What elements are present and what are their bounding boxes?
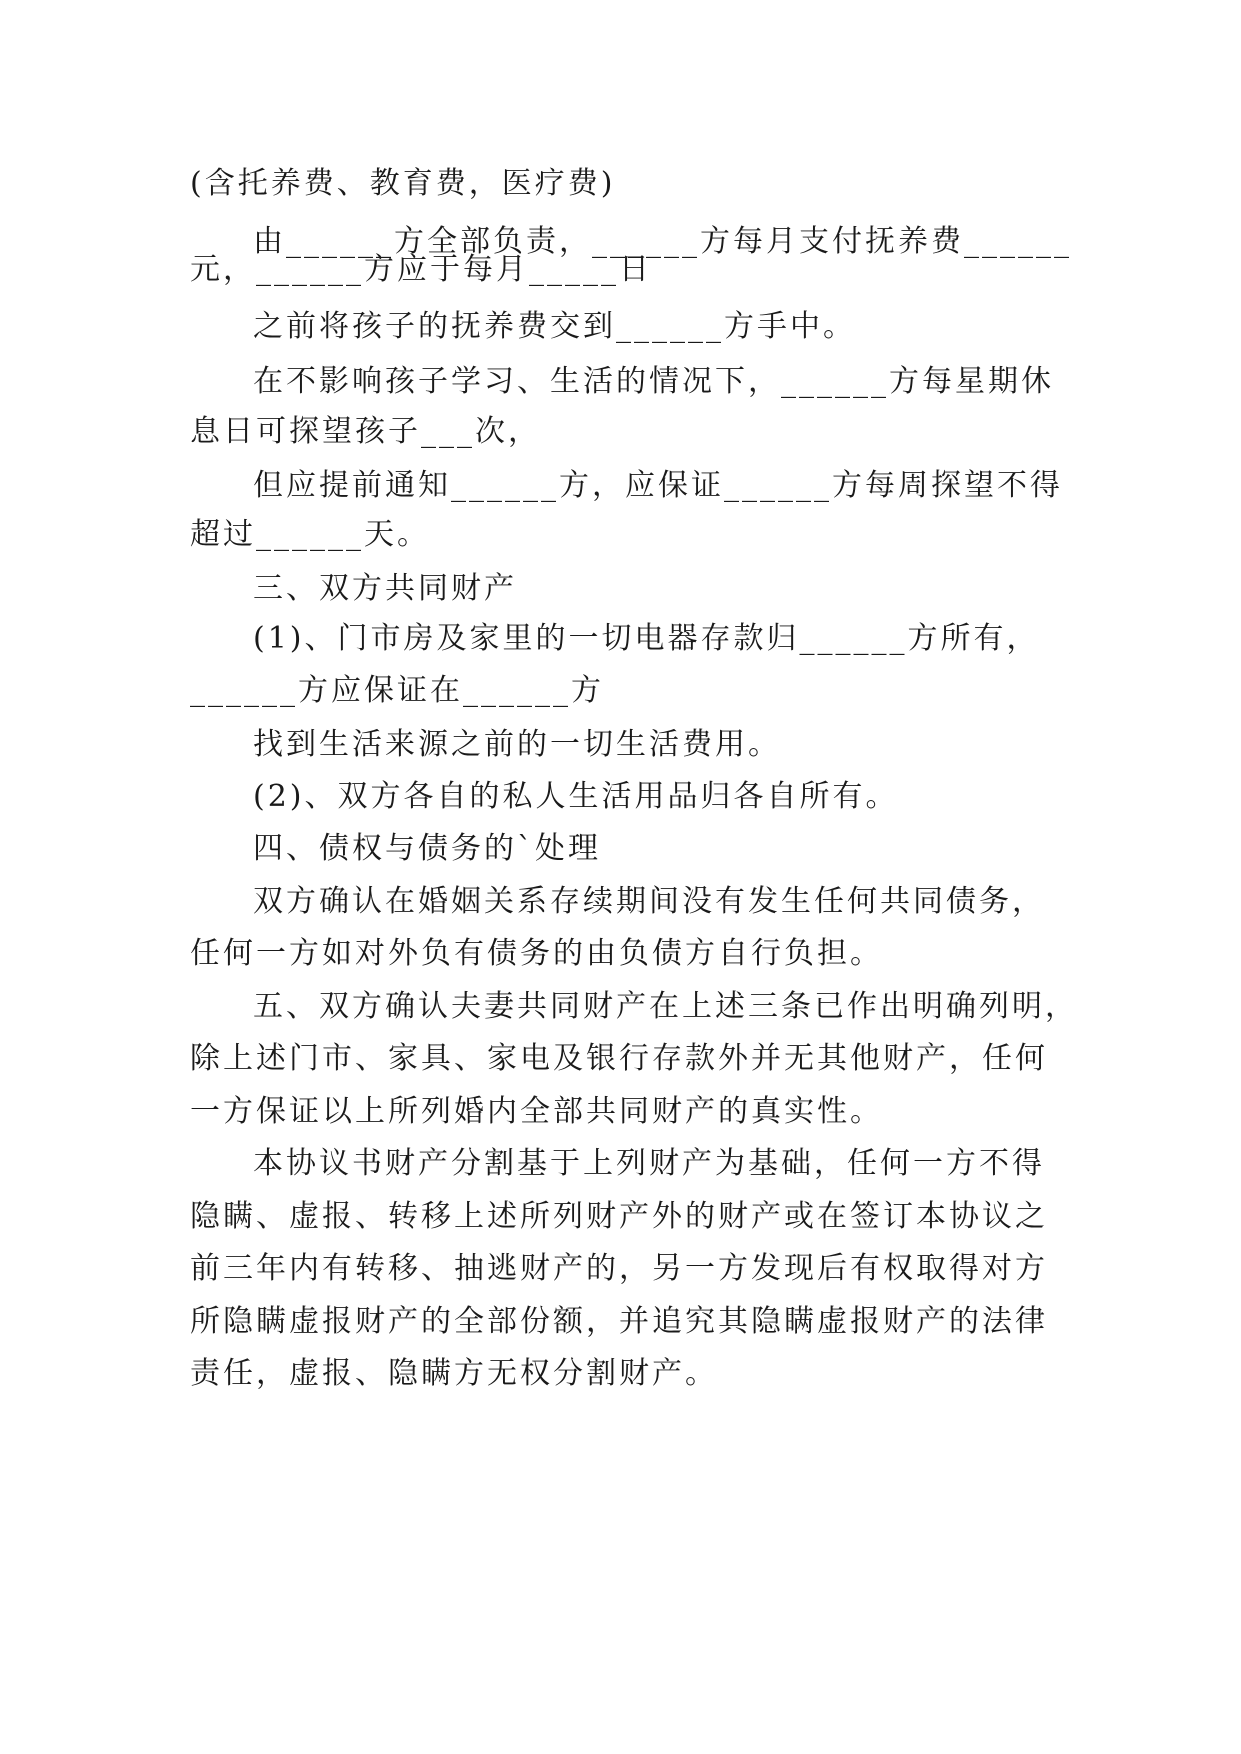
- section-heading-property-confirmation: 五、双方确认夫妻共同财产在上述三条已作出明确列明，: [253, 989, 1078, 1024]
- text-line-property-guarantee: ______方应保证在______方: [190, 673, 604, 708]
- section-heading-joint-property: 三、双方共同财产: [253, 571, 517, 606]
- text-line-property-item-1: (1)、门市房及家里的一切电器存款归______方所有，: [253, 621, 1040, 656]
- text-line-no-other-property: 除上述门市、家具、家电及银行存款外并无其他财产，任何: [190, 1041, 1048, 1076]
- text-line-concealment: 隐瞒、虚报、转移上述所列财产外的财产或在签订本协议之: [190, 1199, 1048, 1234]
- text-line-payment-recipient: 之前将孩子的抚养费交到______方手中。: [253, 309, 856, 344]
- text-line-living-expenses: 找到生活来源之前的一切生活费用。: [253, 727, 781, 762]
- text-line-no-right-to-divide: 责任，虚报、隐瞒方无权分割财产。: [190, 1356, 718, 1391]
- text-line-no-joint-debt: 双方确认在婚姻关系存续期间没有发生任何共同债务，: [253, 884, 1045, 919]
- text-line-property-item-2: (2)、双方各自的私人生活用品归各自所有。: [253, 779, 899, 814]
- text-line-asset-transfer: 前三年内有转移、抽逃财产的，另一方发现后有权取得对方: [190, 1251, 1048, 1286]
- text-line-authenticity: 一方保证以上所列婚内全部共同财产的真实性。: [190, 1094, 883, 1129]
- text-line-fee-scope: (含托养费、教育费，医疗费): [190, 166, 616, 201]
- section-heading-debts: 四、债权与债务的`处理: [253, 831, 601, 866]
- text-line-visitation-notice: 但应提前通知______方，应保证______方每周探望不得: [253, 468, 1063, 503]
- text-line-own-debt: 任何一方如对外负有债务的由负债方自行负担。: [190, 936, 883, 971]
- text-line-visitation: 在不影响孩子学习、生活的情况下，______方每星期休: [253, 364, 1054, 399]
- text-line-support-payment: 由______方全部负责，______方每月支付抚养费______: [253, 224, 1072, 259]
- text-line-liability: 所隐瞒虚报财产的全部份额，并追究其隐瞒虚报财产的法律: [190, 1304, 1048, 1339]
- text-line-visitation-limit: 超过______天。: [190, 517, 430, 552]
- text-line-payment-due-day: 元，______方应于每月_____日: [190, 252, 652, 287]
- text-line-visitation-frequency: 息日可探望孩子___次，: [190, 414, 541, 449]
- text-line-division-basis: 本协议书财产分割基于上列财产为基础，任何一方不得: [253, 1146, 1045, 1181]
